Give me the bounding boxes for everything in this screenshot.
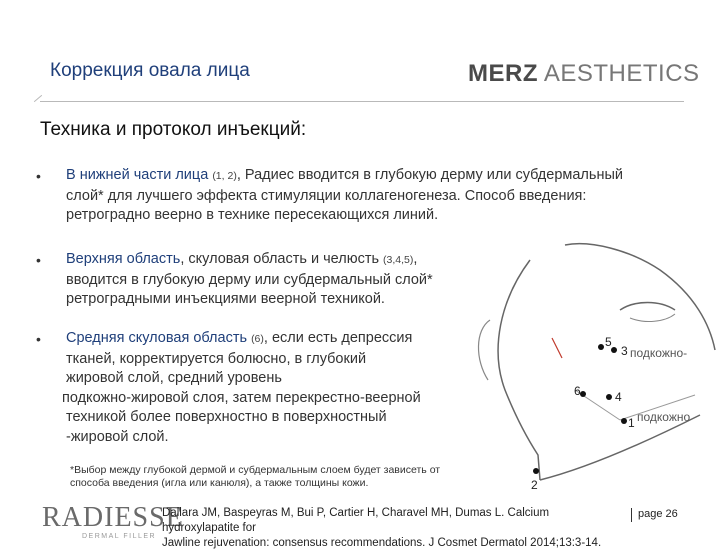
bullet-upper-area: [66, 250, 486, 310]
injection-point-1: [621, 418, 627, 424]
bullet-line-rest: , если есть депрессия: [263, 330, 413, 346]
radiesse-logo: RADIESSE: [42, 502, 184, 533]
bullet-line-rest: , Радиес вводится в глубокую дерму или субдермальный: [236, 167, 623, 183]
bullet-highlight: Верхняя область: [66, 251, 181, 267]
bullet-line: ретроградными инъекциями веерной техникой.: [66, 291, 385, 307]
bullet-line-rest: , скуловая область и челюсть: [180, 251, 384, 267]
eye-contour: [620, 303, 675, 311]
bullet-line-end: ,: [413, 251, 418, 267]
footnote: [70, 464, 470, 490]
bullet-line: слой* для лучшего эффекта стимуляции коллагеногенеза. Способ введения:: [66, 187, 587, 204]
bullet-line: [66, 166, 706, 187]
bullet-line: -жировой слой.: [66, 428, 169, 445]
bullet-refs: (3,4,5): [383, 254, 414, 266]
eye-lower-contour: [630, 314, 675, 321]
point-label-2: 2: [531, 478, 538, 492]
page-separator: [631, 508, 632, 522]
accent-line: [552, 338, 562, 358]
bullet-line: техникой более поверхностно в поверхностный: [66, 409, 387, 425]
bullet-lower-face: [66, 166, 706, 226]
label-subcutaneous-a: подкожно-: [630, 346, 688, 360]
point-label-1: 1: [628, 416, 635, 430]
jaw-contour: [540, 415, 700, 480]
reference-citation: [162, 506, 622, 551]
header-divider: [40, 101, 684, 102]
bullet-refs: (6): [251, 333, 264, 345]
point-label-6: 6: [574, 384, 581, 398]
bullet-line: [66, 329, 476, 350]
bullet-marker: •: [36, 331, 41, 347]
reference-line: Jawline rejuvenation: consensus recommendations. J Cosmet Dermatol 2014;13:3-14.: [162, 537, 602, 549]
injection-point-4: [606, 394, 612, 400]
logo-brand: MERZ: [468, 60, 538, 87]
footnote-line: *Выбор между глубокой дермой и субдермальным слоем будет зависеть от: [70, 464, 441, 476]
injection-point-5: [598, 344, 604, 350]
face-outline-drawing: [470, 240, 720, 500]
injection-point-2: [533, 468, 539, 474]
section-subtitle: Техника и протокол инъекций:: [40, 119, 307, 140]
footnote-line: способа введения (игла или канюля), а также толщины кожи.: [70, 477, 369, 489]
bullet-line: жировой слой, средний уровень: [66, 370, 282, 386]
bullet-line: тканей, корректируется болюсно, в глубокий: [66, 350, 367, 367]
bullet-line: подкожно-жировой слоя, затем перекрестно-веерной: [62, 389, 421, 406]
face-injection-diagram: [470, 240, 720, 500]
bullet-line: вводится в глубокую дерму или субдермальный слой*: [66, 271, 433, 288]
point-label-4: 4: [615, 390, 622, 404]
merz-aesthetics-logo: [468, 60, 700, 88]
ear-contour: [478, 320, 490, 380]
slide-title: Коррекция овала лица: [50, 60, 250, 81]
point-label-3: 3: [621, 344, 628, 358]
label-subcutaneous-b: подкожно: [637, 410, 691, 424]
bullet-line: ретроградно веерно в технике пересекающихся линий.: [66, 207, 439, 223]
bullet-marker: •: [36, 252, 41, 268]
bullet-highlight: Средняя скуловая область: [66, 330, 248, 346]
page-number: page 26: [638, 508, 678, 520]
radiesse-logo-sub: DERMAL FILLER: [82, 533, 157, 540]
bullet-marker: •: [36, 168, 41, 184]
forehead-contour: [565, 244, 715, 350]
face-contour: [498, 260, 540, 480]
bullet-mid-zygomatic: [62, 329, 476, 447]
bullet-line: [66, 250, 486, 271]
bullet-refs: (1, 2): [212, 170, 237, 182]
point-label-5: 5: [605, 335, 612, 349]
logo-suffix: AESTHETICS: [543, 60, 700, 87]
reference-line: Dallara JM, Baspeyras M, Bui P, Cartier H, Charavel MH, Dumas L. Calcium hydroxylapatite for: [162, 507, 550, 534]
bullet-highlight: В нижней части лица: [66, 167, 209, 183]
